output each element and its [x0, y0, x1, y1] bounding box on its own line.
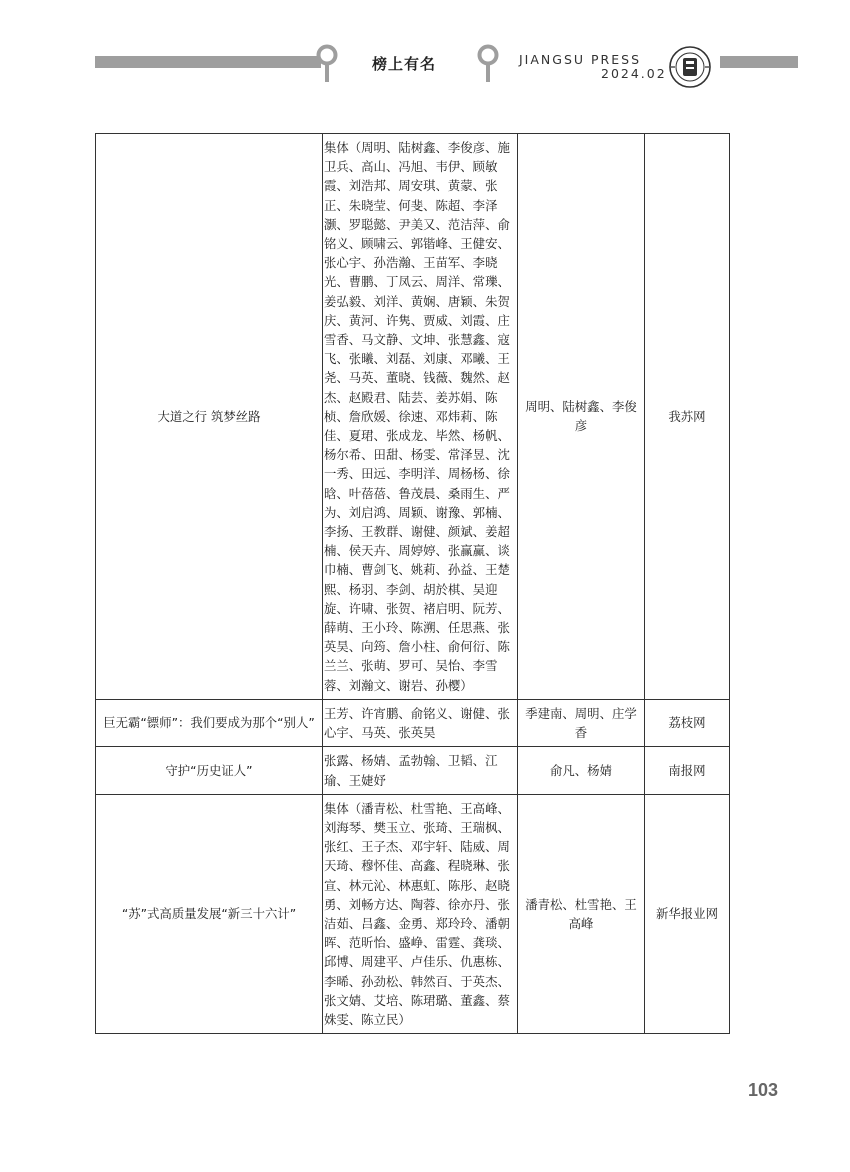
work-title: “苏”式高质量发展“新三十六计”: [96, 794, 323, 1033]
awards-table: [95, 133, 730, 1034]
page-number: 103: [748, 1080, 779, 1100]
principal-creators: 潘青松、杜雪艳、王高峰: [518, 794, 645, 1033]
publishing-outlet: 南报网: [645, 747, 730, 794]
publishing-outlet: 我苏网: [645, 134, 730, 700]
table-row: [96, 794, 730, 1033]
creators: 张露、杨婧、孟勃翰、卫韬、江瑜、王婕妤: [323, 747, 518, 794]
creators: 王芳、许宵鹏、俞铭义、谢健、张心宇、马英、张英昊: [323, 699, 518, 746]
header-bar-right: [720, 56, 798, 68]
creators: 集体（潘青松、杜雪艳、王高峰、刘海琴、樊玉立、张琦、王瑞枫、张红、王子杰、邓宇轩、陆威、周天琦、穆怀佳、高鑫、程晓琳、张宣、林元沁、林惠虹、陈彤、赵晓勇、刘畅方达、陶蓉、徐亦丹、张洁茹、吕鑫、金勇、郑玲玲、潘朝晖、范昕怡、盛峥、雷霆、龚琰、邱博、周建平、卢佳乐、仇惠栋、李晞、孙劲松、韩然百、于英杰、张文婧、艾培、陈珺璐、董鑫、蔡姝雯、陈立民）: [323, 794, 518, 1033]
table-row: [96, 699, 730, 746]
principal-creators: 季建南、周明、庄学香: [518, 699, 645, 746]
work-title: 大道之行 筑梦丝路: [96, 134, 323, 700]
pin-icon: [316, 44, 338, 84]
table-row: [96, 747, 730, 794]
work-title: 巨无霸“镖师”：我们要成为那个“别人”: [96, 699, 323, 746]
principal-creators: 周明、陆树鑫、李俊彦: [518, 134, 645, 700]
publishing-outlet: 新华报业网: [645, 794, 730, 1033]
issue-number: 2024.02: [601, 66, 667, 81]
principal-creators: 俞凡、杨婧: [518, 747, 645, 794]
publishing-outlet: 荔枝网: [645, 699, 730, 746]
section-title: 榜上有名: [372, 55, 437, 73]
work-title: 守护“历史证人”: [96, 747, 323, 794]
creators: 集体（周明、陆树鑫、李俊彦、施卫兵、高山、冯旭、韦伊、顾敏霞、刘浩邦、周安琪、黄蒙、张正、朱晓莹、何斐、陈超、李泽灏、罗聪懿、尹美又、范洁萍、俞铭义、顾啸云、郭锴峰、王健安、张心宇、孙浩瀚、王苗军、李晓光、曹鹏、丁凤云、周洋、常瓅、姜弘毅、刘洋、黄娴、唐颖、朱贺庆、黄河、许隽、贾威、刘霞、庄雪香、马文静、文坤、张慧鑫、寇飞、张曦、刘磊、刘康、邓曦、王尧、马英、董晓、钱薇、魏然、赵杰、赵殿君、陆芸、姜苏娟、陈桢、詹欣媛、徐速、邓炜莉、陈佳、夏珺、张成龙、毕然、杨帆、杨尔希、田甜、杨雯、常泽昱、沈一秀、田远、李明洋、周杨杨、徐晗、叶蓓蓓、鲁茂晨、桑雨生、严为、刘启鸿、周颖、谢豫、郭楠、李扬、王教群、谢健、颜斌、姜超楠、侯天卉、周婷婷、张赢赢、谈巾楠、曹剑飞、姚莉、孙益、王楚熙、杨羽、李剑、胡於棋、吴迎旋、许啸、张贺、褚启明、阮芳、薛萌、王小玲、陈溯、任思燕、张英昊、向筠、詹小柱、俞何衍、陈兰兰、张萌、罗可、吴怡、李雪蓉、刘瀚文、谢岩、孙樱）: [323, 134, 518, 700]
magazine-name: JIANGSU PRESS: [519, 52, 642, 67]
table-row: [96, 134, 730, 700]
journal-seal-logo: [660, 45, 720, 89]
header-bar-left: [95, 56, 321, 68]
pin-icon: [477, 44, 499, 84]
